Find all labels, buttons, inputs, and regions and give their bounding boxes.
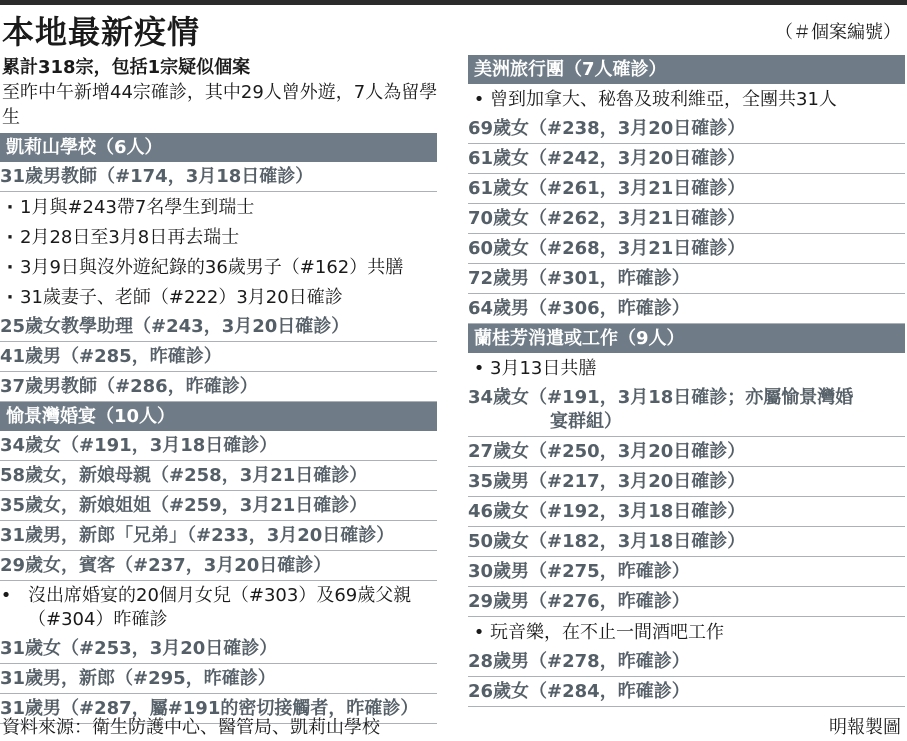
- case-row: 70歲女（#262，3月21日確診）: [468, 204, 905, 234]
- case-row: 27歲女（#250，3月20日確診）: [468, 437, 905, 467]
- case-row-line1: 34歲女（#191，3月18日確診；亦屬愉景灣婚: [468, 387, 854, 408]
- detail-item: • 曾到加拿大、秘魯及玻利維亞，全團共31人: [468, 84, 905, 114]
- case-row: 29歲男（#276，昨確診）: [468, 587, 905, 617]
- section-header-lan-kwai-fong: 蘭桂芳消遣或工作（9人）: [468, 324, 905, 353]
- detail-item: • 3月13日共膳: [468, 353, 905, 383]
- detail-item: • 沒出席婚宴的20個月女兒（#303）及69歲父親（#304）昨確診: [0, 581, 437, 634]
- case-row: 69歲女（#238，3月20日確診）: [468, 114, 905, 144]
- detail-item: ‧ 1月與#243帶7名學生到瑞士: [0, 192, 437, 222]
- detail-item: ‧ 2月28日至3月8日再去瑞士: [0, 222, 437, 252]
- case-row: 35歲男（#217，3月20日確診）: [468, 467, 905, 497]
- case-row: 31歲男教師（#174，3月18日確診）: [0, 162, 437, 192]
- summary-total: 累計318宗，包括1宗疑似個案: [2, 57, 251, 78]
- detail-item: ‧ 3月9日與沒外遊紀錄的36歲男子（#162）共膳: [0, 252, 437, 282]
- graphic-credit: 明報製圖: [829, 717, 901, 738]
- case-row: 37歲男教師（#286，昨確診）: [0, 372, 437, 402]
- case-row: 31歲男，新郎「兄弟」（#233，3月20日確診）: [0, 521, 437, 551]
- case-row: 61歲女（#242，3月20日確診）: [468, 144, 905, 174]
- detail-item: ‧ 31歲妻子、老師（#222）3月20日確診: [0, 282, 437, 312]
- summary-text: 至昨中午新增44宗確診，其中29人曾外遊，7人為留學生: [2, 82, 438, 128]
- case-row: 50歲女（#182，3月18日確診）: [468, 527, 905, 557]
- section-header-tour: 美洲旅行團（7人確診）: [468, 55, 905, 84]
- right-column: [468, 55, 905, 707]
- case-row-line2: 宴群組）: [550, 411, 622, 432]
- source-credit: 資料來源：衛生防護中心、醫管局、凱莉山學校: [2, 717, 380, 738]
- case-row: 30歲男（#275，昨確診）: [468, 557, 905, 587]
- case-number-note: （＃個案編號）: [775, 22, 901, 43]
- top-rule: [0, 0, 907, 5]
- case-row: 35歲女，新娘姐姐（#259，3月21日確診）: [0, 491, 437, 521]
- case-row: 31歲男，新郎（#295，昨確診）: [0, 664, 437, 694]
- case-row: 64歲男（#306，昨確診）: [468, 294, 905, 324]
- case-row: 25歲女教學助理（#243，3月20日確診）: [0, 312, 437, 342]
- case-row: 46歲女（#192，3月18日確診）: [468, 497, 905, 527]
- case-row: [468, 383, 905, 437]
- case-row: 41歲男（#285，昨確診）: [0, 342, 437, 372]
- detail-item: • 玩音樂，在不止一間酒吧工作: [468, 617, 905, 647]
- case-row: 31歲女（#253，3月20日確診）: [0, 634, 437, 664]
- page-title: 本地最新疫情: [2, 13, 201, 51]
- case-row: 26歲女（#284，昨確診）: [468, 677, 905, 707]
- left-column: [0, 133, 437, 724]
- section-header-school: 凱莉山學校（6人）: [0, 133, 437, 162]
- case-row: 60歲女（#268，3月21日確診）: [468, 234, 905, 264]
- case-row: 28歲男（#278，昨確診）: [468, 647, 905, 677]
- case-row: 58歲女，新娘母親（#258，3月21日確診）: [0, 461, 437, 491]
- case-row: 61歲女（#261，3月21日確診）: [468, 174, 905, 204]
- case-row: 34歲女（#191，3月18日確診）: [0, 431, 437, 461]
- case-row: 72歲男（#301，昨確診）: [468, 264, 905, 294]
- section-header-wedding: 愉景灣婚宴（10人）: [0, 402, 437, 431]
- case-row: 31歲男（#287，屬#191的密切接觸者，昨確診）: [0, 694, 437, 724]
- case-row: 29歲女，賓客（#237，3月20日確診）: [0, 551, 437, 581]
